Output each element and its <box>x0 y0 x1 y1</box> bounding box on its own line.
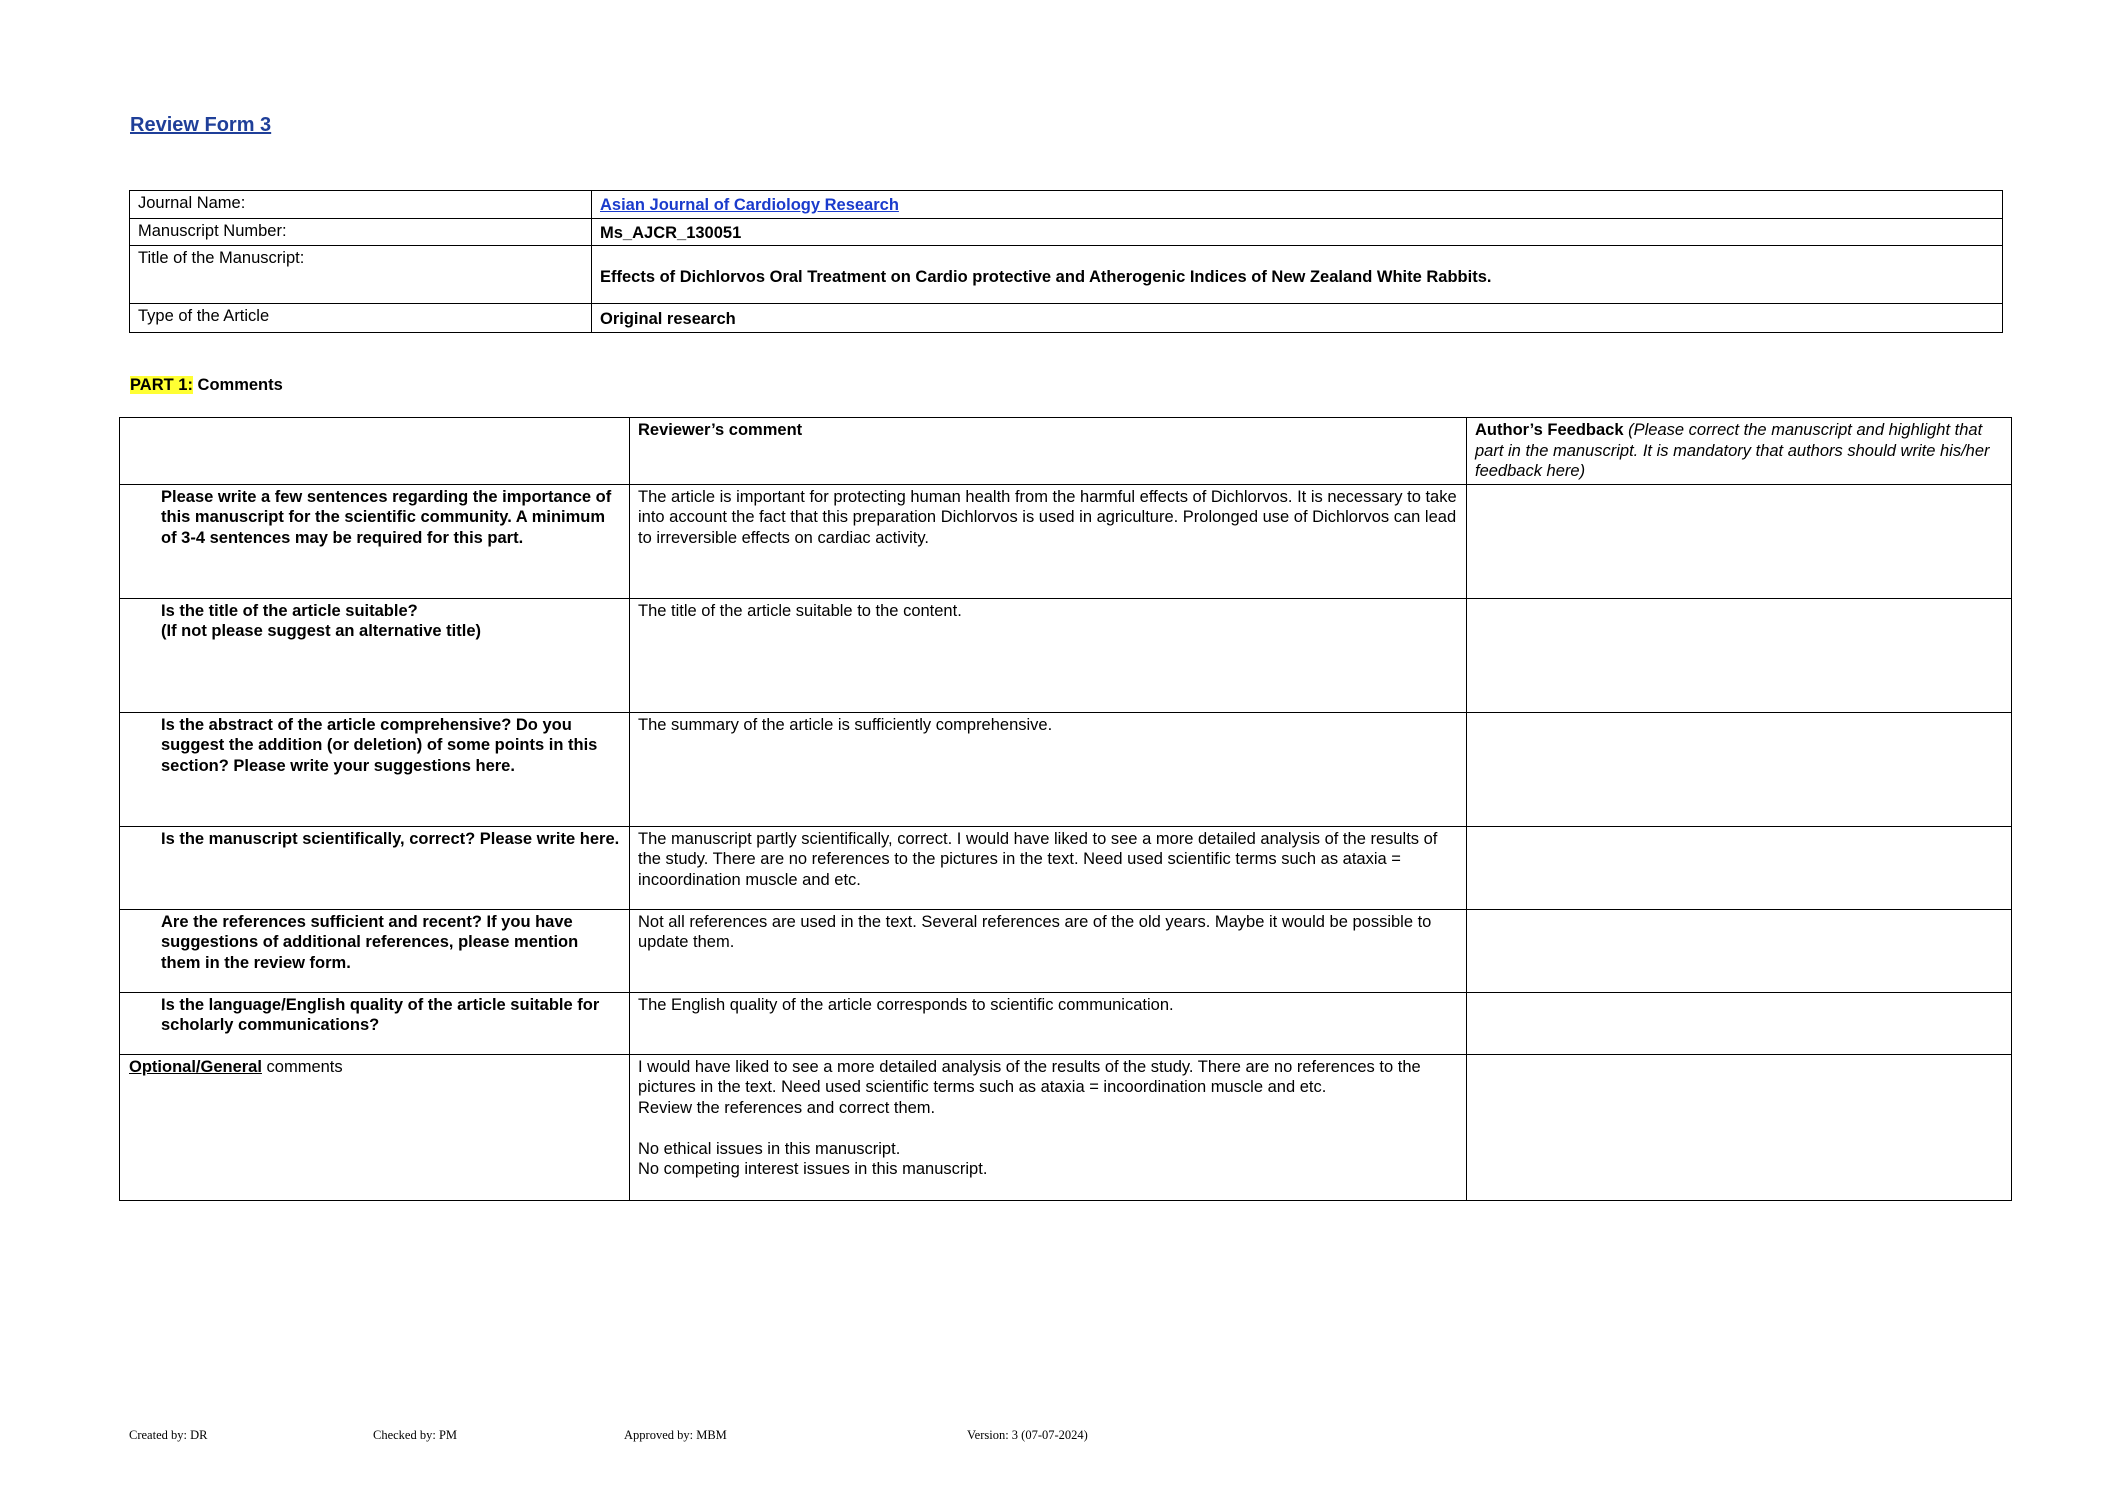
footer-checked: Checked by: PM <box>373 1428 458 1442</box>
author-feedback-cell[interactable] <box>1467 909 2012 992</box>
journal-link[interactable]: Asian Journal of Cardiology Research <box>600 196 899 214</box>
manuscript-number-row <box>130 218 2003 246</box>
review-question: Is the manuscript scientifically, correct? Please write here. <box>120 826 630 909</box>
manuscript-info-table <box>129 190 2003 333</box>
optional-comments-row <box>120 1054 2012 1200</box>
journal-label: Journal Name: <box>130 191 592 219</box>
author-feedback-cell[interactable] <box>1467 484 2012 598</box>
review-row <box>120 598 2012 712</box>
optional-feedback-cell[interactable] <box>1467 1054 2012 1200</box>
footer-approved: Approved by: MBM <box>624 1428 727 1442</box>
reviewer-comment: The summary of the article is sufficiently comprehensive. <box>630 712 1467 826</box>
review-question: Is the abstract of the article comprehensive? Do you suggest the addition (or deletion) of some points in this section? Please write your suggestions here. <box>120 712 630 826</box>
review-question: Are the references sufficient and recent? If you have suggestions of additional references, please mention them in the review form. <box>120 909 630 992</box>
optional-comments-label <box>120 1054 630 1200</box>
author-feedback-instructions: (Please correct the manuscript and highlight that part in the manuscript. It is mandatory that authors should write his/her feedback here) <box>1475 421 1990 480</box>
article-type-row <box>130 304 2003 333</box>
reviewer-comment: The manuscript partly scientifically, correct. I would have liked to see a more detailed analysis of the results of the study. There are no references to the pictures in the text. Need used scientific terms such as ataxia = incoordination muscle and etc. <box>630 826 1467 909</box>
manuscript-title-label: Title of the Manuscript: <box>130 246 592 304</box>
author-feedback-cell[interactable] <box>1467 598 2012 712</box>
author-feedback-cell[interactable] <box>1467 992 2012 1054</box>
manuscript-number-value: Ms_AJCR_130051 <box>592 218 2003 246</box>
reviewer-comment: Not all references are used in the text. Several references are of the old years. Maybe it would be possible to update them. <box>630 909 1467 992</box>
optional-comment-text: I would have liked to see a more detailed analysis of the results of the study. There are no references to the pictures in the text. Need used scientific terms such as ataxia = incoordination muscle and etc. Review the references and correct them. No ethical issues in this manuscript. No competing interest issues in this manuscript. <box>630 1054 1467 1200</box>
review-row <box>120 909 2012 992</box>
header-reviewer-comment: Reviewer’s comment <box>630 418 1467 485</box>
optional-comments-suffix: comments <box>261 1057 343 1076</box>
manuscript-number-label: Manuscript Number: <box>130 218 592 246</box>
part1-heading <box>130 376 283 395</box>
header-author-feedback <box>1467 418 2012 485</box>
author-feedback-cell[interactable] <box>1467 712 2012 826</box>
review-comments-table <box>119 417 2012 1201</box>
article-type-label: Type of the Article <box>130 304 592 333</box>
review-row <box>120 826 2012 909</box>
header-empty-cell <box>120 418 630 485</box>
review-header-row <box>120 418 2012 485</box>
form-title: Review Form 3 <box>130 114 272 136</box>
reviewer-comment: The title of the article suitable to the content. <box>630 598 1467 712</box>
review-question: Please write a few sentences regarding the importance of this manuscript for the scientific community. A minimum of 3-4 sentences may be required for this part. <box>120 484 630 598</box>
optional-general-label: Optional/General <box>129 1057 262 1076</box>
article-type-value: Original research <box>592 304 2003 333</box>
footer-created: Created by: DR <box>129 1428 208 1442</box>
review-question: Is the title of the article suitable? (If not please suggest an alternative title) <box>120 598 630 712</box>
review-row <box>120 712 2012 826</box>
part1-label: PART 1: <box>130 376 193 394</box>
reviewer-comment: The English quality of the article corresponds to scientific communication. <box>630 992 1467 1054</box>
manuscript-title-row <box>130 246 2003 304</box>
review-row <box>120 484 2012 598</box>
manuscript-title-value: Effects of Dichlorvos Oral Treatment on Cardio protective and Atherogenic Indices of New Zealand White Rabbits. <box>592 246 2003 304</box>
journal-row <box>130 191 2003 219</box>
review-question: Is the language/English quality of the article suitable for scholarly communications? <box>120 992 630 1054</box>
footer-version: Version: 3 (07-07-2024) <box>967 1428 1088 1442</box>
author-feedback-title: Author’s Feedback <box>1475 421 1624 439</box>
author-feedback-cell[interactable] <box>1467 826 2012 909</box>
part1-title: Comments <box>192 376 283 394</box>
reviewer-comment: The article is important for protecting human health from the harmful effects of Dichlorvos. It is necessary to take into account the fact that this preparation Dichlorvos is used in agriculture. Prolonged use of Dichlorvos can lead to irreversible effects on cardiac activity. <box>630 484 1467 598</box>
review-row <box>120 992 2012 1054</box>
